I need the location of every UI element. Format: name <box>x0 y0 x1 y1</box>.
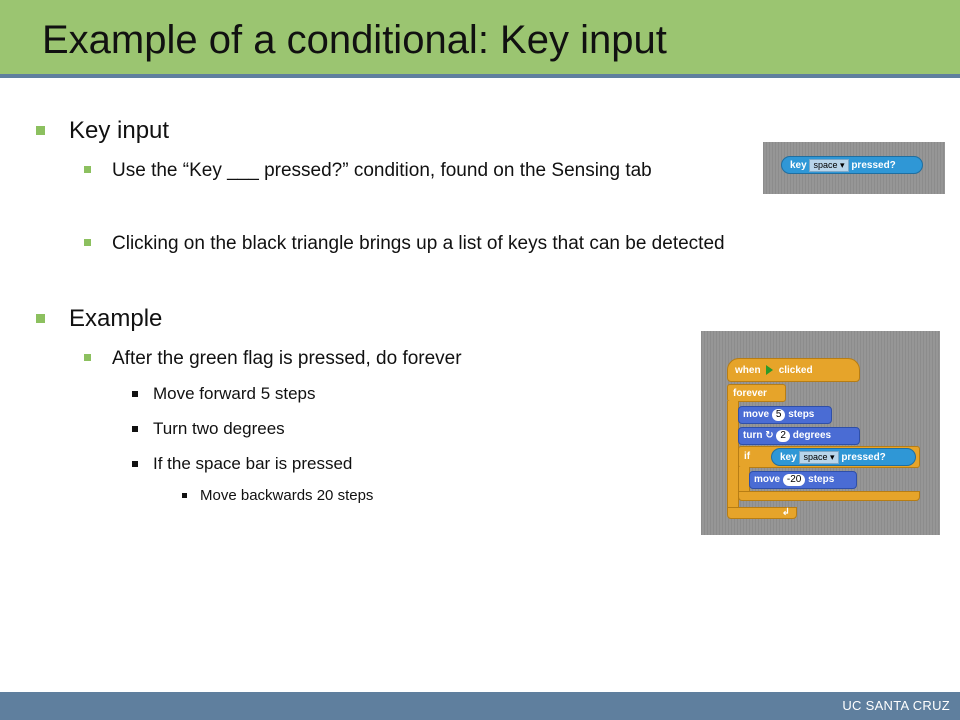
bullet-marker <box>132 426 138 432</box>
bullet-marker <box>84 166 91 173</box>
turn-degrees-block <box>738 427 860 445</box>
bullet-marker <box>84 354 91 361</box>
bullet-text: Clicking on the black triangle brings up a list of keys that can be detected <box>112 233 725 254</box>
when-flag-clicked-block <box>727 358 860 382</box>
footer-bar <box>0 692 960 720</box>
if-label: if <box>744 451 751 462</box>
bullet-black-triangle <box>84 231 744 257</box>
rotate-clockwise-icon: ↻ <box>765 430 774 441</box>
bullet-text: After the green flag is pressed, do forever <box>112 348 462 369</box>
forever-block <box>727 384 786 402</box>
turn-label: turn <box>743 430 763 441</box>
move-steps-value: 5 <box>772 409 786 421</box>
move-backwards-block <box>749 471 857 489</box>
bullet-text: Turn two degrees <box>153 419 285 438</box>
if-block-bottom <box>738 491 920 501</box>
bullet-text: Use the “Key ___ pressed?” condition, found on the Sensing tab <box>112 160 652 181</box>
key-pressed-block-image <box>763 142 945 194</box>
turn-degrees-value: 2 <box>776 430 790 442</box>
bullet-marker <box>36 126 45 135</box>
green-flag-icon <box>766 365 773 375</box>
bullet-text: Key input <box>69 117 170 144</box>
if-key-pressed-block <box>771 448 916 466</box>
forever-label: forever <box>733 388 767 399</box>
pressed-label: pressed? <box>841 452 886 463</box>
bullet-example <box>36 305 336 332</box>
bullet-marker <box>132 461 138 467</box>
steps-label: steps <box>788 409 815 420</box>
bullet-marker <box>36 314 45 323</box>
bullet-marker <box>182 493 187 498</box>
clicked-label: clicked <box>778 365 813 376</box>
bullet-text: Move forward 5 steps <box>153 384 316 403</box>
bullet-if-space <box>132 453 532 475</box>
key-dropdown <box>809 159 848 172</box>
key-dropdown-value: space <box>803 452 828 462</box>
key-dropdown-value: space <box>813 160 838 170</box>
key-label: key <box>780 452 797 463</box>
degrees-label: degrees <box>792 430 832 441</box>
slide-title: Example of a conditional: Key input <box>42 18 667 62</box>
bullet-use-key-condition <box>84 158 694 184</box>
bullet-text: Example <box>69 305 163 332</box>
bullet-text: Move backwards 20 steps <box>200 487 374 504</box>
bullet-marker <box>132 391 138 397</box>
loop-arrow-icon: ↲ <box>781 507 790 518</box>
bullet-move-backwards <box>182 486 582 506</box>
bullet-move-forward <box>132 383 532 405</box>
key-pressed-block <box>781 156 923 174</box>
title-bar <box>0 0 960 78</box>
scratch-script-image <box>701 331 940 535</box>
move-label: move <box>754 474 781 485</box>
steps-label: steps <box>808 474 835 485</box>
bullet-marker <box>84 239 91 246</box>
footer-university-name: UC SANTA CRUZ <box>842 698 950 713</box>
bullet-text: If the space bar is pressed <box>153 454 353 473</box>
key-dropdown <box>799 451 838 464</box>
pressed-label: pressed? <box>851 160 896 171</box>
dropdown-triangle-icon: ▾ <box>830 452 835 462</box>
when-label: when <box>735 365 761 376</box>
move-steps-value: -20 <box>783 474 805 486</box>
bullet-turn <box>132 418 532 440</box>
forever-block-bottom <box>727 507 797 519</box>
dropdown-triangle-icon: ▾ <box>840 160 845 170</box>
bullet-after-green-flag <box>84 346 684 372</box>
key-label: key <box>790 160 807 171</box>
move-label: move <box>743 409 770 420</box>
bullet-key-input <box>36 117 676 144</box>
move-steps-block <box>738 406 832 424</box>
